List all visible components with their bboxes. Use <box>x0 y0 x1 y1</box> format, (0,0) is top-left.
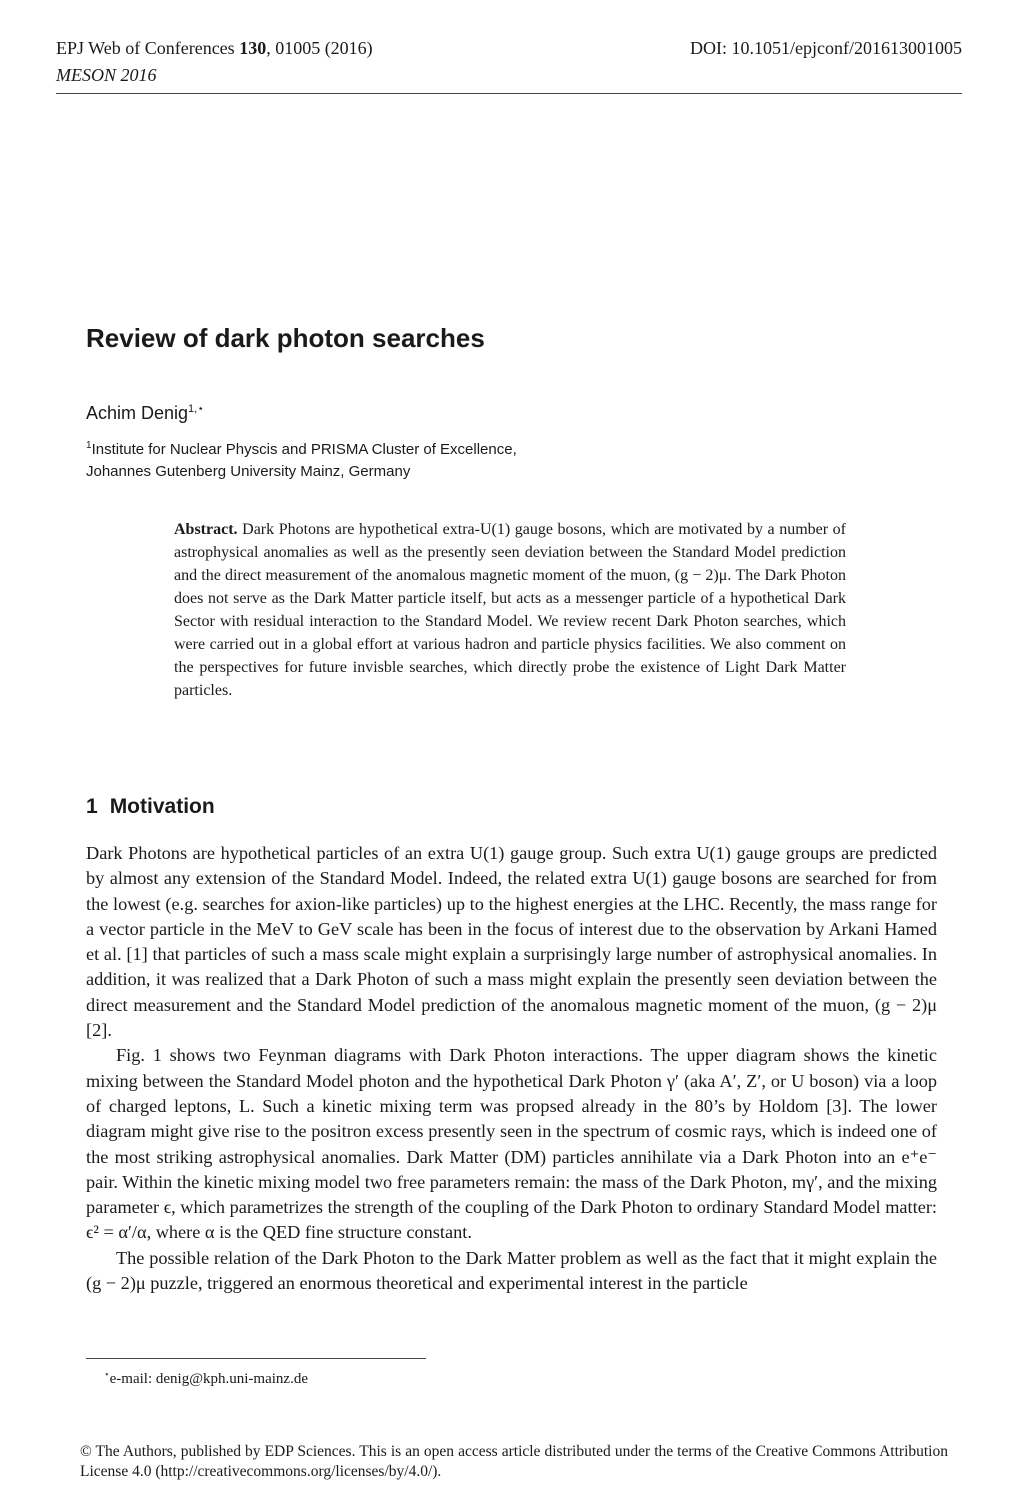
doi: DOI: 10.1051/epjconf/201613001005 <box>690 38 962 58</box>
author-marks: 1,⋆ <box>188 403 205 415</box>
paragraph: Fig. 1 shows two Feynman diagrams with Dark Photon interactions. The upper diagram shows the kinetic mixing between the Standard Model photon and the hypothetical Dark Photon γ′ (aka A′, Z′, or U boson) via a loop of charged leptons, L. Such a kinetic mixing term was propsed already in the 80’s by Holdom [3]. The lower diagram might give rise to the positron excess presently seen in the spectrum of cosmic rays, which is indeed one of the most striking astrophysical anomalies. Dark Matter (DM) particles annihilate via a Dark Photon into an e⁺e⁻ pair. Within the kinetic mixing model two free parameters remain: the mass of the Dark Photon, mγ′, and the mixing parameter ϵ, which parametrizes the strength of the coupling of the Dark Photon to ordinary Standard Model matter: ϵ² = α′/α, where α is the QED fine structure constant. <box>86 1045 937 1243</box>
body-text <box>86 841 937 1296</box>
abstract-text: Dark Photons are hypothetical extra-U(1) gauge bosons, which are motivated by a number of astrophysical anomalies as well as the presently seen deviation between the Standard Model prediction and the direct measurement of the anomalous magnetic moment of the muon, (g − 2)μ. The Dark Photon does not serve as the Dark Matter particle itself, but acts as a messenger particle of a hypothetical Dark Sector with residual interaction to the Standard Model. We review recent Dark Photon searches, which were carried out in a global effort at various hadron and particle physics facilities. We also comment on the perspectives for future invisble searches, which directly probe the existence of Light Dark Matter particles. <box>174 521 847 699</box>
affiliation-line-1: Institute for Nuclear Physcis and PRISMA Cluster of Excellence, <box>91 441 517 458</box>
section-number: 1 <box>86 795 98 818</box>
affiliation <box>86 435 786 483</box>
section-title: Motivation <box>109 795 215 818</box>
header-divider <box>56 93 962 94</box>
footnote-email[interactable]: e-mail: denig@kph.uni-mainz.de <box>109 1371 308 1387</box>
paragraph: The possible relation of the Dark Photon to the Dark Matter problem as well as the fact that it might explain the (g − 2)μ puzzle, triggered an enormous theoretical and experimental interest in the particle <box>86 1247 937 1294</box>
footnote-divider <box>86 1358 426 1359</box>
abstract <box>174 518 846 702</box>
affiliation-line-2: Johannes Gutenberg University Mainz, Germany <box>86 463 411 480</box>
journal-name: EPJ Web of Conferences <box>56 38 235 58</box>
paragraph: Dark Photons are hypothetical particles of an extra U(1) gauge group. Such extra U(1) gauge groups are predicted by almost any extension of the Standard Model. Indeed, the related extra U(1) gauge bosons are searched for from the lowest (e.g. searches for axion-like particles) up to the highest energies at the LHC. Recently, the mass range for a vector particle in the MeV to GeV scale has been in the focus of interest due to the observation by Arkani Hamed et al. [1] that particles of such a mass scale might explain a surprisingly large number of astrophysical anomalies. In addition, it was realized that a Dark Photon of such a mass might explain the presently seen deviation between the direct measurement and the Standard Model prediction of the anomalous magnetic moment of the muon, (g − 2)μ [2]. <box>86 843 937 1041</box>
section-heading <box>86 792 215 822</box>
abstract-label: Abstract. <box>174 521 238 538</box>
conference-name: MESON 2016 <box>56 65 157 85</box>
footnote-mark: ⋆ <box>104 1369 110 1379</box>
author <box>86 396 204 426</box>
journal-volume: 130 <box>239 38 267 58</box>
paper-title: Review of dark photon searches <box>86 323 485 353</box>
license-notice: © The Authors, published by EDP Sciences. This is an open access article distributed under the terms of the Creative Commons Attribution License 4.0 (http://creativecommons.org/licenses/by/4.0/). <box>80 1443 948 1480</box>
affiliation-mark: 1 <box>86 440 92 451</box>
article-number: , 01005 (2016) <box>266 38 373 58</box>
footnote <box>104 1364 308 1389</box>
author-name: Achim Denig <box>86 403 189 423</box>
journal-citation <box>56 36 373 60</box>
